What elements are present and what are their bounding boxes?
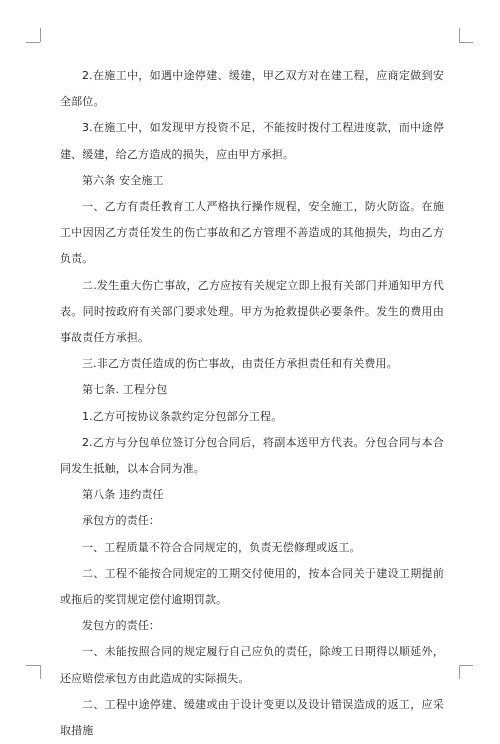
crop-mark-bottom-left-h bbox=[26, 665, 40, 666]
paragraph: 一、乙方有责任教育工人严格执行操作规程，安全施工，防火防盗。在施工中因因乙方责任发生的伤亡事故和乙方管理不善造成的其他损失，均由乙方负责。 bbox=[60, 200, 444, 266]
paragraph: 一、未能按照合同的规定履行自己应负的责任，除竣工日期得以顺延外，还应赔偿承包方由此造成的实际损失。 bbox=[60, 645, 444, 685]
paragraph: 1.乙方可按协议条款约定分包部分工程。 bbox=[82, 409, 283, 423]
paragraph: 3.在施工中，如发现甲方投资不足，不能按时拨付工程进度款，而中途停建、缓建，给乙方造成的损失，应由甲方承担。 bbox=[60, 121, 444, 161]
crop-mark-top-left-h bbox=[26, 42, 40, 43]
crop-mark-top-right-v bbox=[459, 28, 460, 42]
paragraph: 二、工程中途停建、缓建或由于设计变更以及设计错误造成的返工，应采取措施 bbox=[60, 697, 444, 738]
paragraph: 2.在施工中，如遇中途停建、缓建，甲乙双方对在建工程，应商定做到安全部位。 bbox=[60, 69, 444, 109]
section-heading: 第七条. 工程分包 bbox=[82, 383, 168, 397]
section-heading: 第八条 违约责任 bbox=[82, 488, 164, 502]
crop-mark-top-right-h bbox=[459, 42, 473, 43]
paragraph: 2.乙方与分包单位签订分包合同后，将副本送甲方代表。分包合同与本合同发生抵触，以本合同为准。 bbox=[60, 435, 444, 476]
document-body bbox=[60, 63, 444, 744]
subheading: 发包方的责任： bbox=[82, 619, 161, 633]
section-heading: 第六条 安全施工 bbox=[82, 173, 164, 187]
crop-mark-bottom-right-v bbox=[459, 665, 460, 679]
paragraph: 二.发生重大伤亡事故，乙方应按有关规定立即上报有关部门并通知甲方代表。同时按政府有关部门要求处理。甲方为抢救提供必要条件。发生的费用由事故责任方承担。 bbox=[60, 278, 444, 345]
crop-mark-top-left-v bbox=[40, 28, 41, 42]
crop-mark-bottom-right-h bbox=[459, 665, 473, 666]
paragraph: 一、工程质量不符合合同规定的，负责无偿修理或返工。 bbox=[82, 540, 361, 554]
paragraph: 三.非乙方责任造成的伤亡事故，由责任方承担责任和有关费用。 bbox=[82, 357, 398, 371]
crop-mark-bottom-left-v bbox=[40, 665, 41, 679]
paragraph: 二、工程不能按合同规定的工期交付使用的，按本合同关于建设工期提前或拖后的奖罚规定偿付逾期罚款。 bbox=[60, 566, 444, 607]
subheading: 承包方的责任： bbox=[82, 514, 161, 528]
